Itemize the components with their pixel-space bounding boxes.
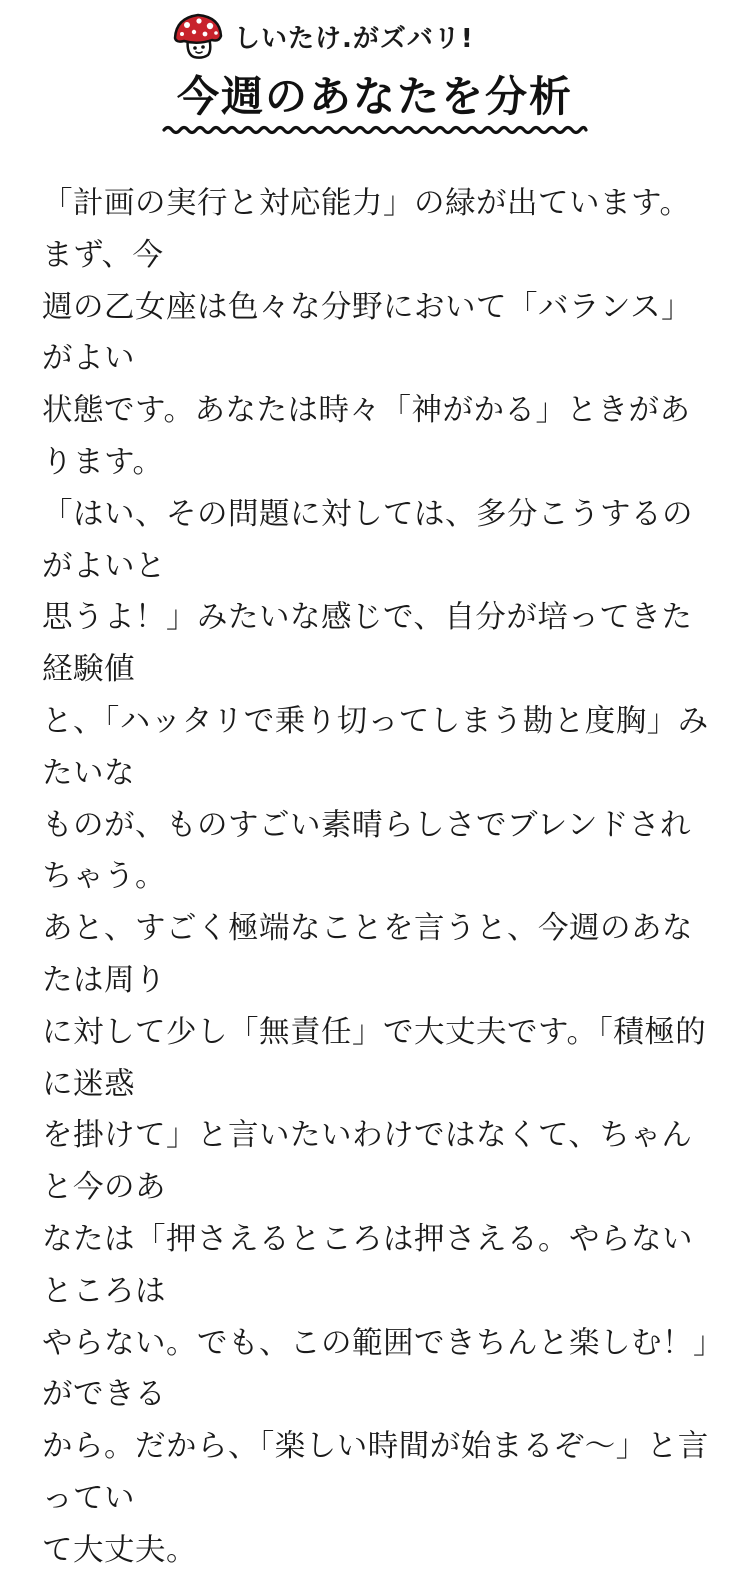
title-underline [162, 124, 588, 136]
brand-tagline: しいたけ.がズバリ! [234, 23, 474, 54]
article-header [0, 0, 750, 150]
brand-row [172, 10, 474, 62]
mushroom-icon [172, 12, 224, 60]
page-title: 今週のあなたを分析 [176, 72, 573, 121]
article-body: 「計画の実行と対応能力」の緑が出ています。まず、今 週の乙女座は色々な分野において「バランス」がよい 状態です。あなたは時々「神がかる」ときがあります。 「はい、その問題に対しては、多分こうするのがよいと 思うよ！」みたいな感じで、自分が培ってきた経験値 と、「ハッタリで乗り切ってしまう勘と度胸」みたいな ものが、ものすごい素晴らしさでブレンドされちゃう。 あと、すごく極端なことを言うと、今週のあなたは周り に対して少し「無責任」で大丈夫です。「積極的に迷惑 を掛けて」と言いたいわけではなくて、ちゃんと今のあ なたは「押さえるところは押さえる。やらないところは やらない。でも、この範囲できちんと楽しむ！」ができる から。だから、「楽しい時間が始まるぞ〜」と言ってい て大丈夫。 [42, 186, 709, 1568]
